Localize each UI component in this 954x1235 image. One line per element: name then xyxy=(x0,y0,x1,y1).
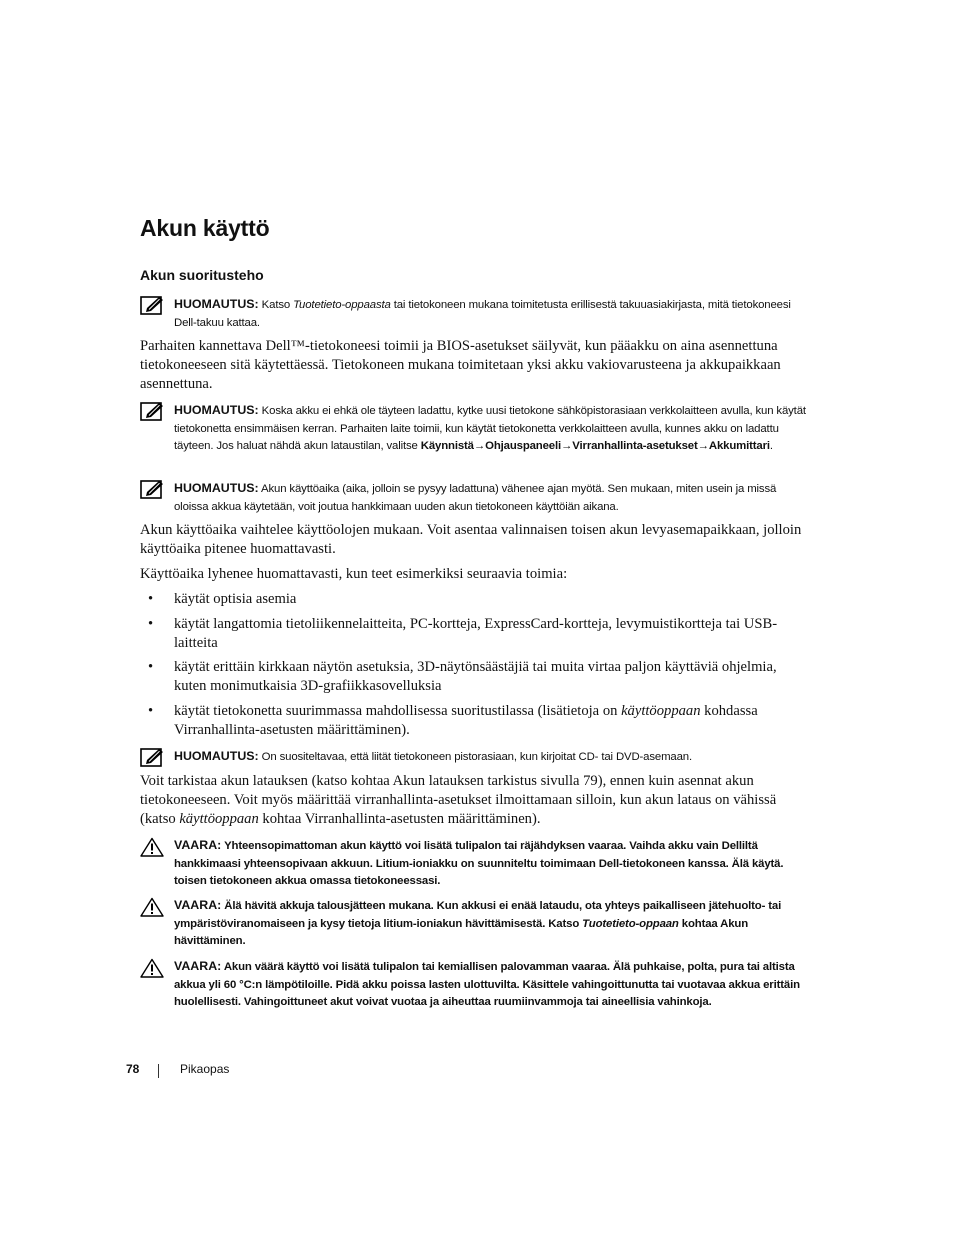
paragraph-3: Käyttöaika lyhenee huomattavasti, kun teet esimerkiksi seuraavia toimia: xyxy=(140,566,568,582)
warning-2-text: VAARA: Älä hävitä akkuja talousjätteen mukana. Kun akkusi ei enää lataudu, ota yhteys paikalliseen jätehuolto- tai ympäristöviranomaiseen ja kysy tietoja litium-ioniakun hävittämisestä. Katso Tuotetieto-oppaan kohtaa Akun hävittäminen. xyxy=(174,898,782,947)
footer-divider xyxy=(158,1064,159,1078)
bullet-icon: • xyxy=(148,659,154,675)
bullet-icon: • xyxy=(148,616,154,632)
note-1 xyxy=(140,296,812,332)
note-label: HUOMAUTUS: xyxy=(174,749,259,763)
warning-label: VAARA: xyxy=(174,838,222,852)
section-title: Akun suoritusteho xyxy=(140,267,264,283)
list-item: • käytät erittäin kirkkaan näytön asetuksia, 3D-näytönsäästäjiä tai muita virtaa paljon käyttäviä ohjelmia, kuten monimutkaisia 3D-grafiikkasovelluksia xyxy=(148,659,777,694)
note-pencil-icon xyxy=(140,480,164,500)
page-number: 78 xyxy=(126,1062,140,1076)
note-label: HUOMAUTUS: xyxy=(174,481,259,495)
warning-triangle-icon xyxy=(140,837,164,857)
note-3 xyxy=(140,480,812,516)
list-item: • käytät optisia asemia xyxy=(148,591,297,607)
note-pencil-icon xyxy=(140,748,164,768)
warning-2 xyxy=(140,897,812,951)
note-pencil-icon xyxy=(140,402,164,422)
warning-1 xyxy=(140,837,812,891)
warning-3 xyxy=(140,958,812,1012)
note-4-text: HUOMAUTUS: On suositeltavaa, että liität tietokoneen pistorasiaan, kun kirjoitat CD- tai DVD-asemaan. xyxy=(174,749,693,763)
paragraph-4: Voit tarkistaa akun latauksen (katso kohtaa Akun latauksen tarkistus sivulla 79), ennen kuin asennat akun tietokoneeseen. Voit myös määrittää virranhallinta-asetukset ilmoittamaan silloin, kun akun lataus on vähissä (katso käyttöoppaan kohtaa Virranhallinta-asetusten määrittäminen). xyxy=(140,773,777,827)
warning-1-text: VAARA: Yhteensopimattoman akun käyttö voi lisätä tulipalon tai räjähdyksen vaaraa. Vaihda akku vain Delliltä hankkimaasi yhteensopivaan akkuun. Litium-ioniakku on suunniteltu toimimaan Dell-tietokoneen kanssa. Älä käytä. toisen tietokoneen akkua omassa tietokoneessasi. xyxy=(174,838,784,887)
warning-triangle-icon xyxy=(140,958,164,978)
paragraph-1: Parhaiten kannettava Dell™-tietokoneesi toimii ja BIOS-asetukset säilyvät, kun pääakku on aina asennettuna tietokoneeseen sitä käytettäessä. Tietokoneen mukana toimitetaan yksi akku vakiovarusteena ja akkupaikkaan asennettuna. xyxy=(140,338,781,392)
note-2-text: HUOMAUTUS: Koska akku ei ehkä ole täyteen ladattu, kytke uusi tietokone sähköpistorasiaan verkkolaitteen avulla, kun käytät tietokonetta ensimmäisen kerran. Parhaiten laite toimii, kun käytät tietokonetta verkkolaitteen avulla, kunnes akku on ladattu täyteen. Jos haluat nähdä akun lataustilan, valitse Käynnistä→Ohjauspaneeli→Virranhallinta-asetukset→Akkumittari. xyxy=(174,403,806,452)
paragraph-2: Akun käyttöaika vaihtelee käyttöolojen mukaan. Voit asentaa valinnaisen toisen akun levyasemapaikkaan, jolloin käyttöaika pitenee huomattavasti. xyxy=(140,522,802,557)
bullet-icon: • xyxy=(148,703,154,719)
note-pencil-icon xyxy=(140,296,164,316)
page-title: Akun käyttö xyxy=(140,215,270,241)
note-2 xyxy=(140,402,812,456)
note-label: HUOMAUTUS: xyxy=(174,297,259,311)
note-label: HUOMAUTUS: xyxy=(174,403,259,417)
note-4 xyxy=(140,748,812,767)
list-item: • käytät langattomia tietoliikennelaitteita, PC-kortteja, ExpressCard-kortteja, levymuistikortteja tai USB-laitteita xyxy=(148,616,778,651)
warning-label: VAARA: xyxy=(174,959,222,973)
footer-label: Pikaopas xyxy=(180,1062,230,1076)
list-item: • käytät tietokonetta suurimmassa mahdollisessa suoritustilassa (lisätietoja on käyttöoppaan kohdassa Virranhallinta-asetusten määrittäminen). xyxy=(148,703,758,738)
warning-triangle-icon xyxy=(140,897,164,917)
warning-3-text: VAARA: Akun väärä käyttö voi lisätä tulipalon tai kemiallisen palovamman vaaraa. Älä puhkaise, polta, pura tai altista akkua yli 60 °C:n lämpötiloille. Pidä akku poissa lasten ulottuvilta. Käsittele vahingoittunutta tai vuotavaa akkua erittäin huolellisesti. Vahingoittuneet akut voivat vuotaa ja aiheuttaa ruumiinvammoja tai aineellisia vahinkoja. xyxy=(174,959,800,1008)
warning-label: VAARA: xyxy=(174,898,222,912)
note-1-text: HUOMAUTUS: Katso Tuotetieto-oppaasta tai tietokoneen mukana toimitetusta erillisestä takuuasiakirjasta, mitä tietokoneesi Dell-takuu kattaa. xyxy=(174,297,791,329)
note-3-text: HUOMAUTUS: Akun käyttöaika (aika, jolloin se pysyy ladattuna) vähenee ajan myötä. Sen mukaan, miten usein ja missä oloissa akkua käytetään, voit joutua hankkimaan uuden akun tietokoneen käyttöiän aikana. xyxy=(174,481,777,513)
bullet-icon: • xyxy=(148,591,154,607)
